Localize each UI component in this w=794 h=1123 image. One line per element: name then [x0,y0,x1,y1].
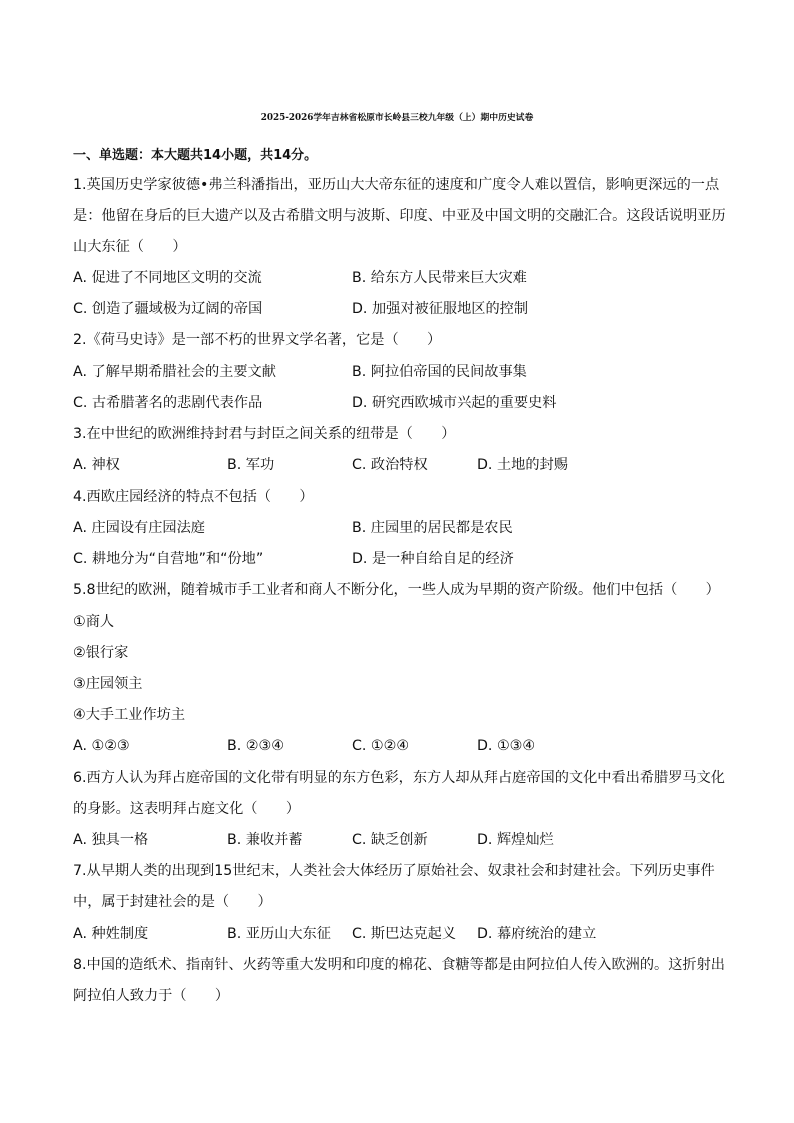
question-4-option-b: B. 庄园里的居民都是农民 [352,520,513,536]
question-1-option-c: C. 创造了疆域极为辽阔的帝国 [73,301,263,317]
question-3-option-a: A. 神权 [73,457,120,473]
question-4-line-1: 4.西欧庄园经济的特点不包括（ ） [73,489,314,505]
question-4-option-a: A. 庄园设有庄园法庭 [73,520,205,536]
question-5-item-4: ④大手工业作坊主 [73,707,186,723]
question-2-option-a: A. 了解早期希腊社会的主要文献 [73,364,276,380]
question-2-option-b: B. 阿拉伯帝国的民间故事集 [352,364,527,380]
question-6-option-d: D. 辉煌灿烂 [477,832,554,848]
question-5-option-c: C. ①②④ [352,738,410,754]
question-8-line-2: 阿拉伯人致力于（ ） [73,988,230,1004]
question-6-option-b: B. 兼收并蓄 [227,832,303,848]
question-1-line-2: 是：他留在身后的巨大遗产以及古希腊文明与波斯、印度、中亚及中国文明的交融汇合。这段话说明亚历 [73,208,726,224]
question-5-option-a: A. ①②③ [73,738,130,754]
question-6-line-1: 6.西方人认为拜占庭帝国的文化带有明显的东方色彩，东方人却从拜占庭帝国的文化中看出希腊罗马文化 [73,770,725,786]
question-7-line-2: 中，属于封建社会的是（ ） [73,894,272,910]
question-4-option-d: D. 是一种自给自足的经济 [352,551,514,567]
question-2-option-c: C. 古希腊著名的悲剧代表作品 [73,395,263,411]
question-7-option-c: C. 斯巴达克起义 [352,926,457,942]
question-6-option-a: A. 独具一格 [73,832,149,848]
section-heading: 一、单选题：本大题共14小题，共14分。 [73,148,318,163]
question-7-option-d: D. 幕府统治的建立 [477,926,597,942]
question-1-option-d: D. 加强对被征服地区的控制 [352,301,529,317]
question-5-item-1: ①商人 [73,614,115,630]
question-1-line-3: 山大东征（ ） [73,239,187,255]
question-5-item-2: ②银行家 [73,645,129,661]
question-6-option-c: C. 缺乏创新 [352,832,428,848]
question-5-item-3: ③庄园领主 [73,676,143,692]
question-2-option-d: D. 研究西欧城市兴起的重要史料 [352,395,557,411]
question-4-option-c: C. 耕地分为“自营地”和“份地” [73,551,264,567]
question-8-line-1: 8.中国的造纸术、指南针、火药等重大发明和印度的棉花、食糖等都是由阿拉伯人传入欧洲的。这折射出 [73,957,725,973]
question-1-option-b: B. 给东方人民带来巨大灾难 [352,270,527,286]
question-7-line-1: 7.从早期人类的出现到15世纪末，人类社会大体经历了原始社会、奴隶社会和封建社会。下列历史事件 [73,863,715,879]
question-2-line-1: 2.《荷马史诗》是一部不朽的世界文学名著，它是（ ） [73,332,442,348]
question-5-option-b: B. ②③④ [227,738,284,754]
question-1-option-a: A. 促进了不同地区文明的交流 [73,270,262,286]
question-7-option-b: B. 亚历山大东征 [227,926,331,942]
question-3-option-b: B. 军功 [227,457,275,473]
exam-title: 2025-2026学年吉林省松原市长岭县三校九年级（上）期中历史试卷 [260,113,534,123]
question-7-option-a: A. 种姓制度 [73,926,149,942]
question-5-option-d: D. ①③④ [477,738,536,754]
question-3-option-c: C. 政治特权 [352,457,428,473]
question-3-line-1: 3.在中世纪的欧洲维持封君与封臣之间关系的纽带是（ ） [73,426,456,442]
question-3-option-d: D. 土地的封赐 [477,457,568,473]
question-1-line-1: 1.英国历史学家彼德•弗兰科潘指出，亚历山大大帝东征的速度和广度令人难以置信，影响更深远的一点 [73,177,720,193]
question-6-line-2: 的身影。这表明拜占庭文化（ ） [73,801,301,817]
question-5-line-1: 5.8世纪的欧洲，随着城市手工业者和商人不断分化，一些人成为早期的资产阶级。他们中包括（ ） [73,582,720,598]
